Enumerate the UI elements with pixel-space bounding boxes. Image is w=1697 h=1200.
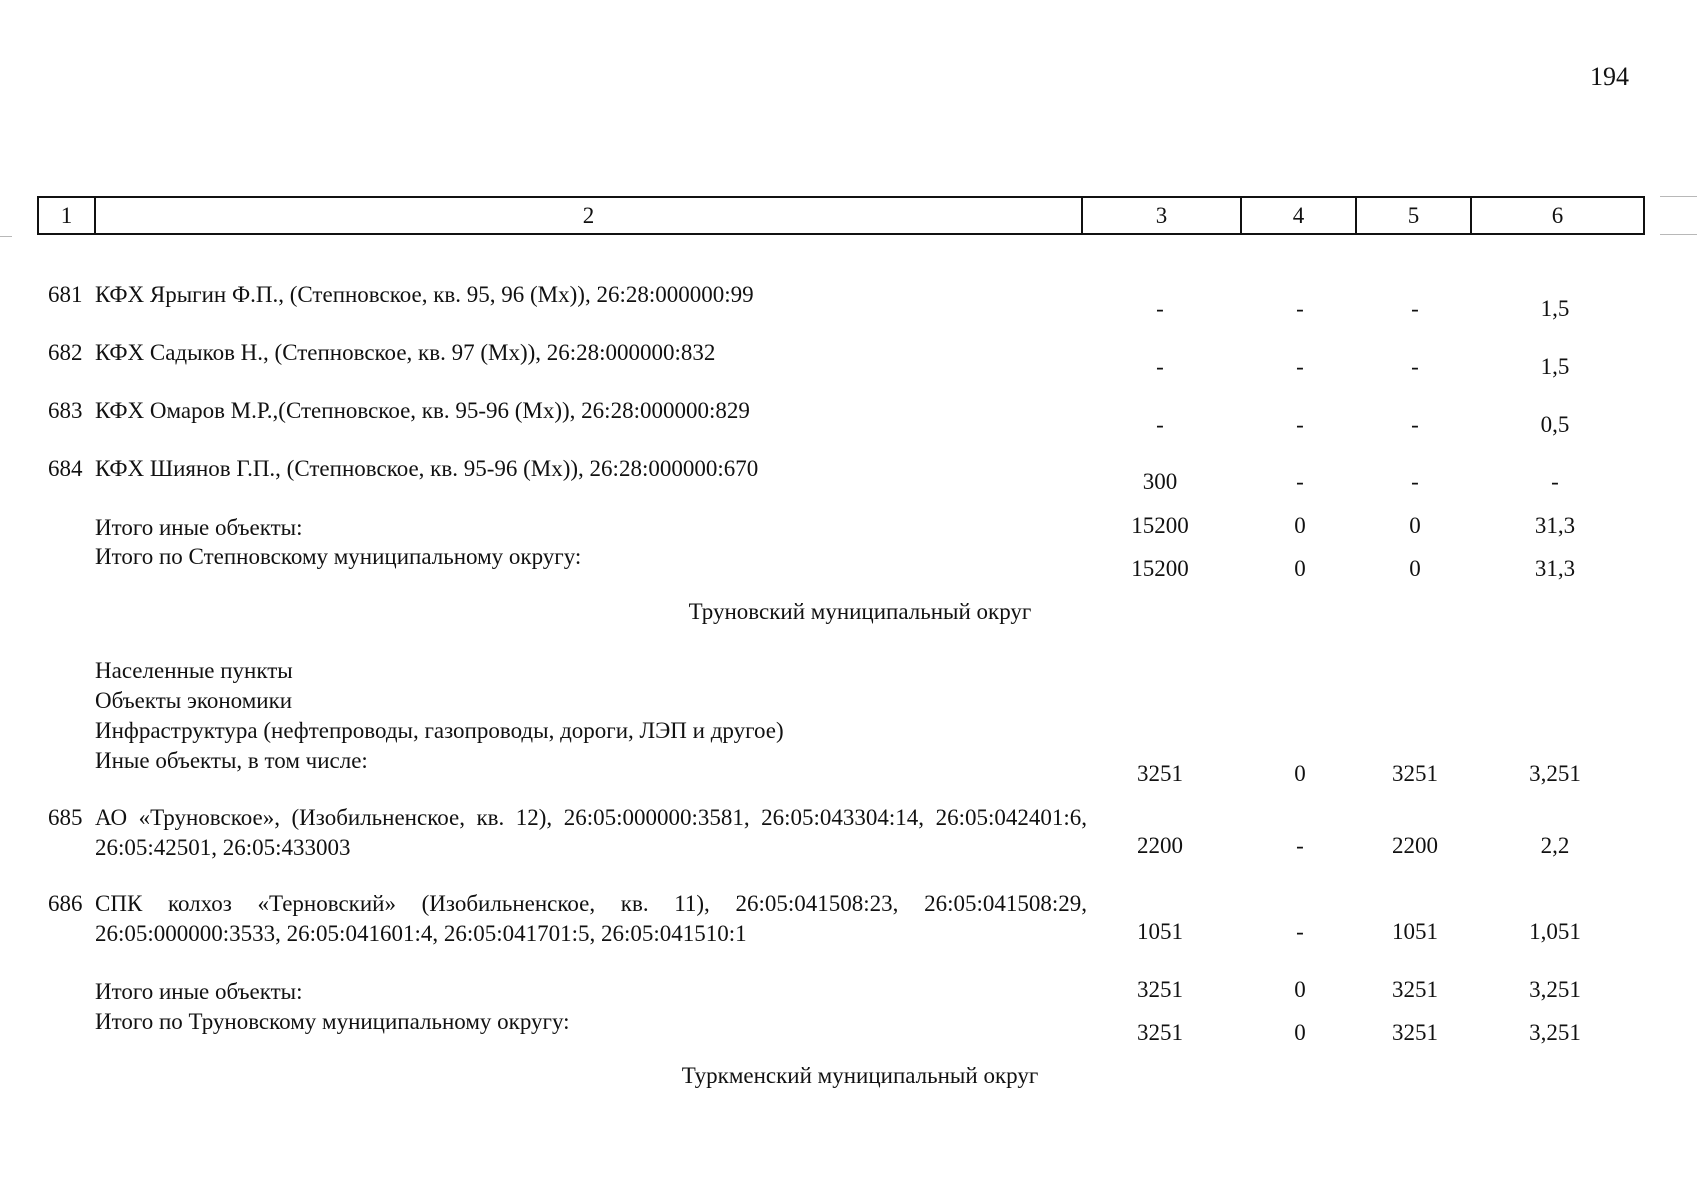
column-header-4: 4	[1242, 198, 1357, 233]
value-col-4: -	[1296, 412, 1304, 437]
value-col-5: -	[1411, 296, 1419, 321]
row-number: 686	[48, 891, 83, 916]
value-col-4: -	[1296, 833, 1304, 858]
row-number: 682	[48, 340, 83, 365]
value-col-3: -	[1156, 354, 1164, 379]
value-col-6: 1,5	[1540, 354, 1570, 379]
value-col-4: -	[1296, 354, 1304, 379]
row-text: КФХ Омаров М.Р.,(Степновское, кв. 95-96 (Мх)), 26:28:000000:829	[95, 398, 750, 423]
row-number: 685	[48, 805, 83, 830]
value-col-5: -	[1411, 469, 1419, 494]
value-col-6: 1,051	[1529, 919, 1581, 944]
section-heading-turkmensky: Туркменский муниципальный округ	[681, 1063, 1039, 1088]
value-col-5: -	[1411, 412, 1419, 437]
category-other: Иные объекты, в том числе:	[95, 748, 368, 773]
value-col-3: 15200	[1131, 556, 1189, 581]
value-col-6: 31,3	[1534, 556, 1576, 581]
value-col-6: 2,2	[1540, 833, 1570, 858]
value-col-3: 15200	[1131, 513, 1189, 538]
section-heading-trunovsky: Труновский муниципальный округ	[688, 599, 1032, 624]
value-col-6: 3,251	[1529, 1020, 1581, 1045]
value-col-6: 0,5	[1540, 412, 1570, 437]
page-number: 194	[1590, 62, 1629, 91]
totals-label: Итого иные объекты:	[95, 979, 303, 1004]
row-text: АО «Труновское», (Изобильненское, кв. 12), 26:05:000000:3581, 26:05:043304:14, 26:05:042401:6, 26:05:42501, 26:05:433003	[95, 805, 1087, 860]
totals-label: Итого по Труновскому муниципальному округу:	[95, 1009, 570, 1034]
value-col-3: -	[1156, 296, 1164, 321]
category-settlements: Населенные пункты	[95, 658, 293, 683]
column-header-2: 2	[96, 198, 1083, 233]
value-col-4: 0	[1294, 1020, 1306, 1045]
category-infrastructure: Инфраструктура (нефтепроводы, газопроводы, дороги, ЛЭП и другое)	[95, 718, 784, 743]
value-col-3: 3251	[1137, 977, 1183, 1002]
column-header-row	[37, 196, 1645, 235]
value-col-3: 3251	[1137, 1020, 1183, 1045]
value-col-6: 1,5	[1540, 296, 1570, 321]
value-col-4: -	[1296, 296, 1304, 321]
row-text: КФХ Садыков Н., (Степновское, кв. 97 (Мх)), 26:28:000000:832	[95, 340, 716, 365]
value-col-3: 2200	[1137, 833, 1183, 858]
value-col-6: 31,3	[1534, 513, 1576, 538]
value-col-4: 0	[1294, 513, 1306, 538]
value-col-3: 1051	[1137, 919, 1183, 944]
scan-mark-right-top	[1660, 196, 1697, 197]
value-col-5: 3251	[1392, 761, 1438, 786]
value-col-3: 3251	[1137, 761, 1183, 786]
totals-label: Итого иные объекты:	[95, 515, 303, 540]
value-col-3: -	[1156, 412, 1164, 437]
totals-label: Итого по Степновскому муниципальному округу:	[95, 544, 582, 569]
row-text: СПК колхоз «Терновский» (Изобильненское, кв. 11), 26:05:041508:23, 26:05:041508:29, 26:05:000000:3533, 26:05:041601:4, 26:05:041701:5, 26:05:041510:1	[95, 891, 1087, 946]
value-col-5: -	[1411, 354, 1419, 379]
value-col-6: -	[1551, 469, 1559, 494]
value-col-4: 0	[1294, 977, 1306, 1002]
value-col-6: 3,251	[1529, 977, 1581, 1002]
value-col-4: -	[1296, 469, 1304, 494]
value-col-6: 3,251	[1529, 761, 1581, 786]
category-economy: Объекты экономики	[95, 688, 293, 713]
row-number: 683	[48, 398, 83, 423]
value-col-5: 3251	[1392, 977, 1438, 1002]
value-col-4: 0	[1294, 761, 1306, 786]
column-header-1: 1	[39, 198, 96, 233]
value-col-5: 0	[1409, 556, 1421, 581]
value-col-5: 2200	[1392, 833, 1438, 858]
column-header-3: 3	[1083, 198, 1242, 233]
row-number: 684	[48, 456, 83, 481]
column-header-6: 6	[1551, 202, 1564, 228]
value-col-5: 0	[1409, 513, 1421, 538]
column-header-5: 5	[1357, 198, 1472, 233]
value-col-5: 3251	[1392, 1020, 1438, 1045]
value-col-4: 0	[1294, 556, 1306, 581]
value-col-4: -	[1296, 919, 1304, 944]
value-col-3: 300	[1142, 469, 1178, 494]
scan-mark-left	[0, 236, 12, 237]
scan-mark-right-bottom	[1660, 234, 1697, 235]
row-text: КФХ Ярыгин Ф.П., (Степновское, кв. 95, 96 (Мх)), 26:28:000000:99	[95, 282, 754, 307]
row-text: КФХ Шиянов Г.П., (Степновское, кв. 95-96 (Мх)), 26:28:000000:670	[95, 456, 759, 481]
value-col-5: 1051	[1392, 919, 1438, 944]
row-number: 681	[48, 282, 83, 307]
